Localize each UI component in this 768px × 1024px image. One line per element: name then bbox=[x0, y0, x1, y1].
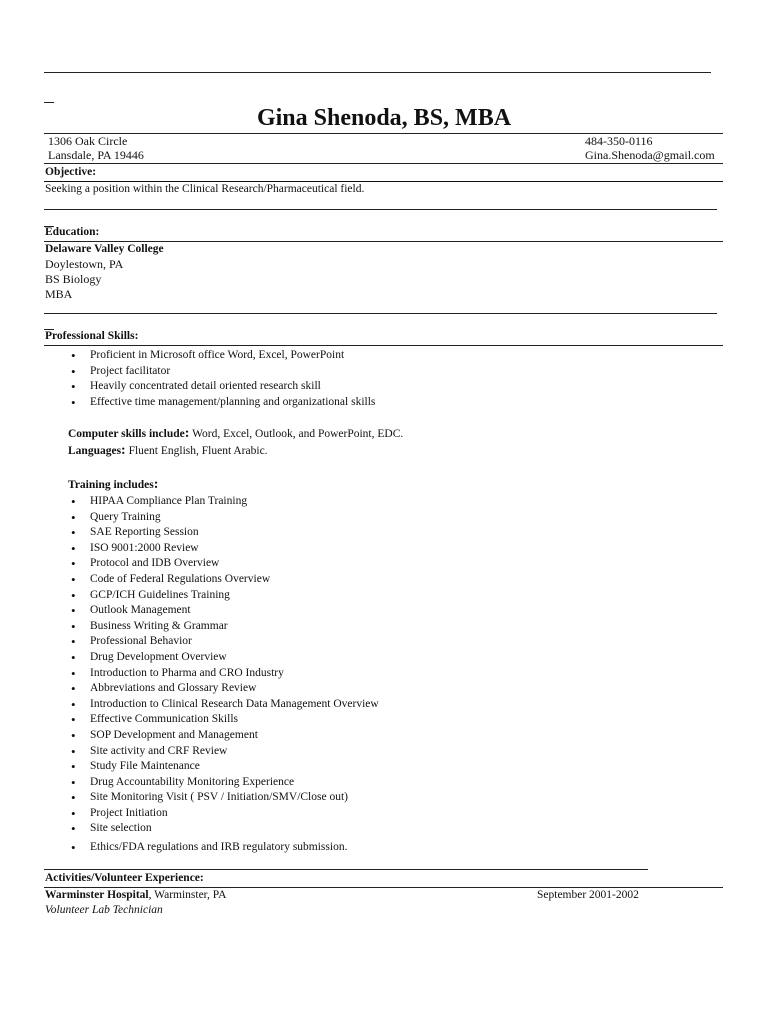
training-list-item: • Study File Maintenance bbox=[68, 759, 379, 775]
education-degree-bs: BS Biology bbox=[45, 272, 102, 286]
training-list-item: • Business Writing & Grammar bbox=[68, 619, 379, 635]
training-colon: : bbox=[153, 477, 159, 492]
languages-colon: : bbox=[121, 443, 126, 458]
training-list-item: • Protocol and IDB Overview bbox=[68, 556, 379, 572]
top-rule bbox=[44, 72, 711, 73]
education-degree-mba: MBA bbox=[45, 287, 73, 301]
objective-end-rule bbox=[44, 209, 717, 210]
phone-number: 484-350-0116 bbox=[585, 134, 653, 148]
candidate-name: Gina Shenoda, BS, MBA bbox=[256, 105, 512, 131]
training-list-item: • Drug Accountability Monitoring Experience bbox=[68, 775, 379, 791]
training-list-item: • Site activity and CRF Review bbox=[68, 744, 379, 760]
computer-skills-line bbox=[68, 426, 403, 442]
skills-list-item: • Project facilitator bbox=[68, 364, 375, 380]
training-list-item: • Query Training bbox=[68, 510, 379, 526]
contact-rule-bottom bbox=[44, 163, 723, 164]
education-location: Doylestown, PA bbox=[45, 257, 124, 271]
skills-rule bbox=[44, 345, 723, 346]
languages-text: Fluent English, Fluent Arabic. bbox=[125, 445, 268, 457]
activities-top-rule bbox=[44, 869, 648, 870]
activities-role: Volunteer Lab Technician bbox=[45, 904, 163, 916]
activities-dates: September 2001-2002 bbox=[537, 889, 639, 901]
education-heading: Education: bbox=[45, 226, 100, 238]
activities-org-line bbox=[45, 888, 226, 903]
training-list-item: • GCP/ICH Guidelines Training bbox=[68, 588, 379, 604]
objective-text: Seeking a position within the Clinical Research/Pharmaceutical field. bbox=[45, 183, 365, 195]
training-list-item: • HIPAA Compliance Plan Training bbox=[68, 494, 379, 510]
activities-org: Warminster Hospital bbox=[45, 889, 149, 901]
skills-list-item: • Proficient in Microsoft office Word, Excel, PowerPoint bbox=[68, 348, 375, 364]
computer-skills-label: Computer skills include bbox=[68, 428, 185, 440]
training-list bbox=[68, 494, 379, 856]
training-list-item: • Introduction to Pharma and CRO Industry bbox=[68, 666, 379, 682]
training-list-item: • SOP Development and Management bbox=[68, 728, 379, 744]
skills-list-item: • Heavily concentrated detail oriented research skill bbox=[68, 379, 375, 395]
training-label: Training includes bbox=[68, 479, 154, 491]
training-list-item: • Abbreviations and Glossary Review bbox=[68, 681, 379, 697]
training-heading bbox=[68, 477, 158, 493]
training-list-item: • Site Monitoring Visit ( PSV / Initiation/SMV/Close out) bbox=[68, 790, 379, 806]
training-list-item: • SAE Reporting Session bbox=[68, 525, 379, 541]
training-list-item: • Code of Federal Regulations Overview bbox=[68, 572, 379, 588]
activities-heading: Activities/Volunteer Experience: bbox=[45, 872, 204, 884]
training-list-item: • ISO 9001:2000 Review bbox=[68, 541, 379, 557]
skills-heading: Professional Skills: bbox=[45, 330, 139, 342]
objective-heading: Objective: bbox=[45, 166, 97, 178]
skills-list bbox=[68, 348, 375, 411]
address-line-2: Lansdale, PA 19446 bbox=[48, 148, 144, 162]
education-school: Delaware Valley College bbox=[45, 243, 164, 255]
training-list-item: • Outlook Management bbox=[68, 603, 379, 619]
training-list-item: • Introduction to Clinical Research Data Management Overview bbox=[68, 697, 379, 713]
address-line-1: 1306 Oak Circle bbox=[48, 134, 128, 148]
training-list-item: • Ethics/FDA regulations and IRB regulatory submission. bbox=[68, 840, 379, 856]
training-list-item: • Project Initiation bbox=[68, 806, 379, 822]
computer-skills-colon: : bbox=[184, 426, 190, 441]
training-list-item: • Drug Development Overview bbox=[68, 650, 379, 666]
training-list-item: • Site selection bbox=[68, 821, 379, 837]
education-end-rule bbox=[44, 313, 717, 314]
email-address: Gina.Shenoda@gmail.com bbox=[585, 148, 715, 162]
computer-skills-text: Word, Excel, Outlook, and PowerPoint, EDC. bbox=[189, 428, 404, 440]
skills-list-item: • Effective time management/planning and organizational skills bbox=[68, 395, 375, 411]
activities-org-location: , Warminster, PA bbox=[148, 889, 227, 901]
languages-label: Languages bbox=[68, 445, 122, 457]
training-list-item: • Effective Communication Skills bbox=[68, 712, 379, 728]
languages-line bbox=[68, 443, 268, 459]
training-list-item: • Professional Behavior bbox=[68, 634, 379, 650]
